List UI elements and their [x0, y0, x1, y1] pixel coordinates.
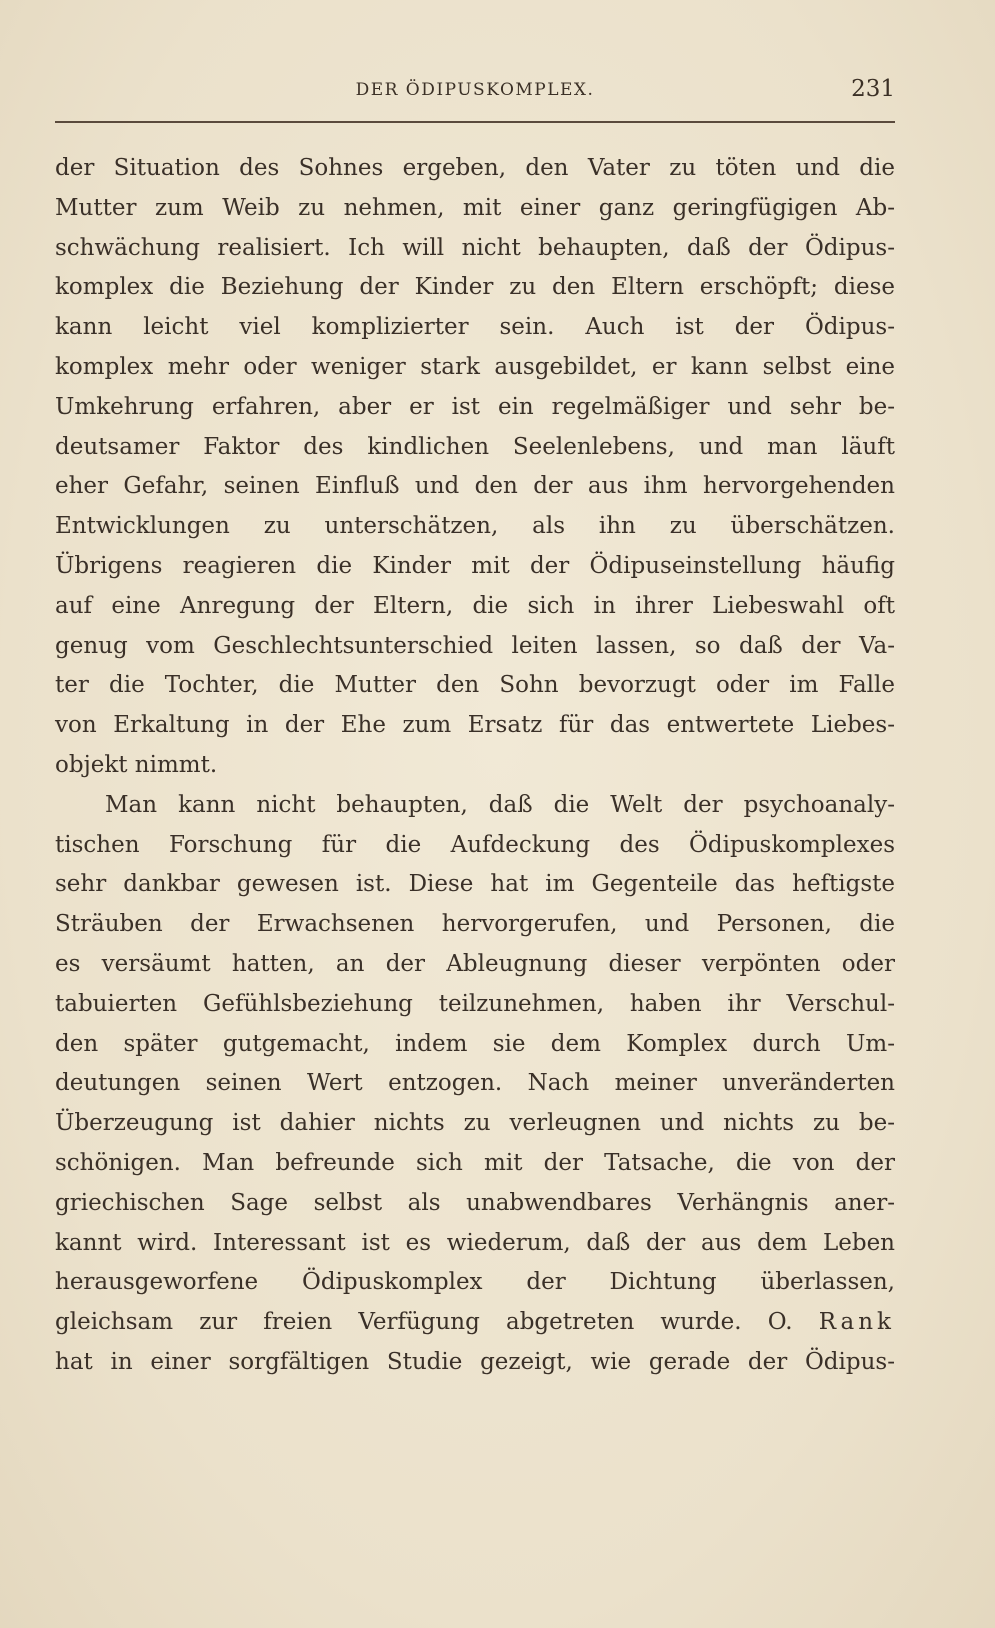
text-line: tischen Forschung für die Aufdeckung des Ödipuskomplexes [55, 831, 895, 858]
text-line: der Situation des Sohnes ergeben, den Vater zu töten und die [55, 155, 895, 181]
text-line: Sträuben der Erwachsenen hervorgerufen, und Personen, die [55, 911, 895, 938]
page-header [55, 74, 895, 110]
text-line: Übrigens reagieren die Kinder mit der Ödipuseinstellung häufig [55, 552, 895, 579]
text-line: Umkehrung erfahren, aber er ist ein regelmäßiger und sehr be- [55, 393, 895, 420]
text-line: es versäumt hatten, an der Ableugnung dieser verpönten oder [55, 950, 895, 977]
text-line: herausgeworfene Ödipuskomplex der Dichtung überlassen, [55, 1269, 895, 1296]
text-line: Entwicklungen zu unterschätzen, als ihn zu überschätzen. [55, 513, 895, 540]
text-line: tabuierten Gefühlsbeziehung teilzunehmen, haben ihr Verschul- [55, 990, 895, 1017]
text-line: eher Gefahr, seinen Einfluß und den der aus ihm hervorgehenden [55, 473, 895, 500]
text-line: schwächung realisiert. Ich will nicht behaupten, daß der Ödipus- [55, 234, 895, 261]
text-line: deutungen seinen Wert entzogen. Nach meiner unveränderten [55, 1070, 895, 1097]
text-line: objekt nimmt. [55, 751, 218, 778]
text-line: den später gutgemacht, indem sie dem Komplex durch Um- [55, 1030, 895, 1057]
text-line: komplex die Beziehung der Kinder zu den Eltern erschöpft; diese [55, 274, 895, 301]
text-line: Man kann nicht behaupten, daß die Welt der psychoanaly- [105, 791, 895, 818]
text-line: hat in einer sorgfältigen Studie gezeigt, wie gerade der Ödipus- [55, 1348, 895, 1375]
text-line: Überzeugung ist dahier nichts zu verleugnen und nichts zu be- [55, 1110, 895, 1137]
page-number: 231 [851, 76, 895, 102]
text-line: auf eine Anregung der Eltern, die sich in ihrer Liebeswahl oft [55, 592, 895, 619]
text-line: schönigen. Man befreunde sich mit der Tatsache, die von der [55, 1149, 895, 1176]
body-text [55, 149, 895, 1383]
text-segment: gleichsam zur freien Verfügung abgetreten wurde. O. [55, 1309, 793, 1336]
header-rule [55, 121, 895, 123]
text-line: sehr dankbar gewesen ist. Diese hat im Gegenteile das heftigste [55, 871, 895, 898]
text-line: Mutter zum Weib zu nehmen, mit einer ganz geringfügigen Ab- [55, 194, 895, 221]
text-line: genug vom Geschlechtsunterschied leiten lassen, so daß der Va- [55, 632, 895, 659]
running-title: DER ÖDIPUSKOMPLEX. [355, 80, 595, 100]
text-line: ter die Tochter, die Mutter den Sohn bevorzugt oder im Falle [55, 672, 895, 699]
text-line: deutsamer Faktor des kindlichen Seelenlebens, und man läuft [55, 433, 895, 460]
text-line: komplex mehr oder weniger stark ausgebildet, er kann selbst eine [55, 353, 895, 380]
text-line: von Erkaltung in der Ehe zum Ersatz für das entwertete Liebes- [55, 712, 895, 739]
author-name-rank: Rank [818, 1309, 895, 1336]
text-line [55, 1303, 895, 1343]
text-line: kannt wird. Interessant ist es wiederum, daß der aus dem Leben [55, 1229, 895, 1256]
text-line: kann leicht viel komplizierter sein. Auch ist der Ödipus- [55, 314, 895, 341]
text-line: griechischen Sage selbst als unabwendbares Verhängnis aner- [55, 1189, 895, 1216]
